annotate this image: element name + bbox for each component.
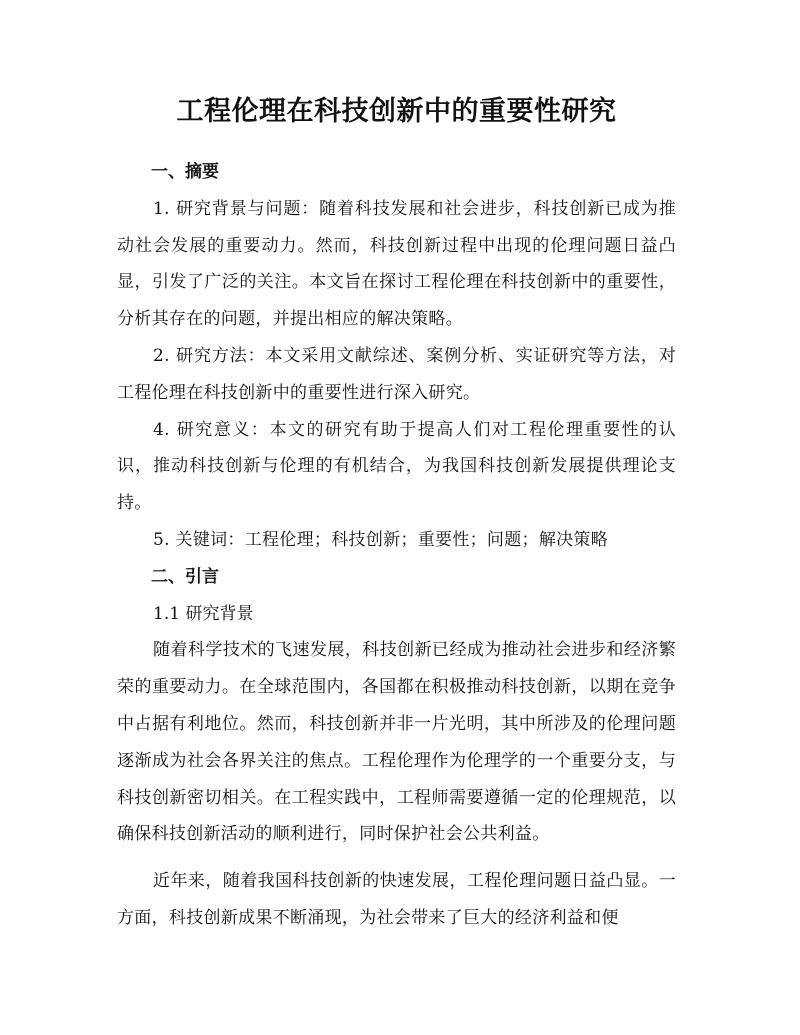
abstract-item-method: 2. 研究方法：本文采用文献综述、案例分析、实证研究等方法，对工程伦理在科技创新中的重要性进行深入研究。 [117, 345, 676, 403]
subsection-heading-background: 1.1 研究背景 [153, 603, 254, 624]
abstract-item-significance: 4. 研究意义：本文的研究有助于提高人们对工程伦理重要性的认识，推动科技创新与伦理的有机结合，为我国科技创新发展提供理论支持。 [117, 419, 676, 514]
abstract-item-background: 1. 研究背景与问题：随着科技发展和社会进步，科技创新已成为推动社会发展的重要动力。然而，科技创新过程中出现的伦理问题日益凸显，引发了广泛的关注。本文旨在探讨工程伦理在科技创新中的重要性，分析其存在的问题，并提出相应的解决策略。 [117, 198, 676, 330]
intro-paragraph-1: 随着科学技术的飞速发展，科技创新已经成为推动社会进步和经济繁荣的重要动力。在全球范围内，各国都在积极推动科技创新，以期在竞争中占据有利地位。然而，科技创新并非一片光明，其中所涉及的伦理问题逐渐成为社会各界关注的焦点。工程伦理作为伦理学的一个重要分支，与科技创新密切相关。在工程实践中，工程师需要遵循一定的伦理规范，以确保科技创新活动的顺利进行，同时保护社会公共利益。 [117, 640, 676, 845]
section-heading-abstract: 一、摘要 [151, 162, 219, 182]
abstract-item-keywords: 5. 关键词：工程伦理；科技创新；重要性；问题；解决策略 [153, 529, 609, 550]
document-title: 工程伦理在科技创新中的重要性研究 [176, 96, 617, 127]
section-heading-introduction: 二、引言 [151, 566, 219, 587]
paragraph-gap [117, 853, 676, 863]
intro-paragraph-2: 近年来，随着我国科技创新的快速发展，工程伦理问题日益凸显。一方面，科技创新成果不断涌现，为社会带来了巨大的经济利益和便 [117, 871, 676, 928]
